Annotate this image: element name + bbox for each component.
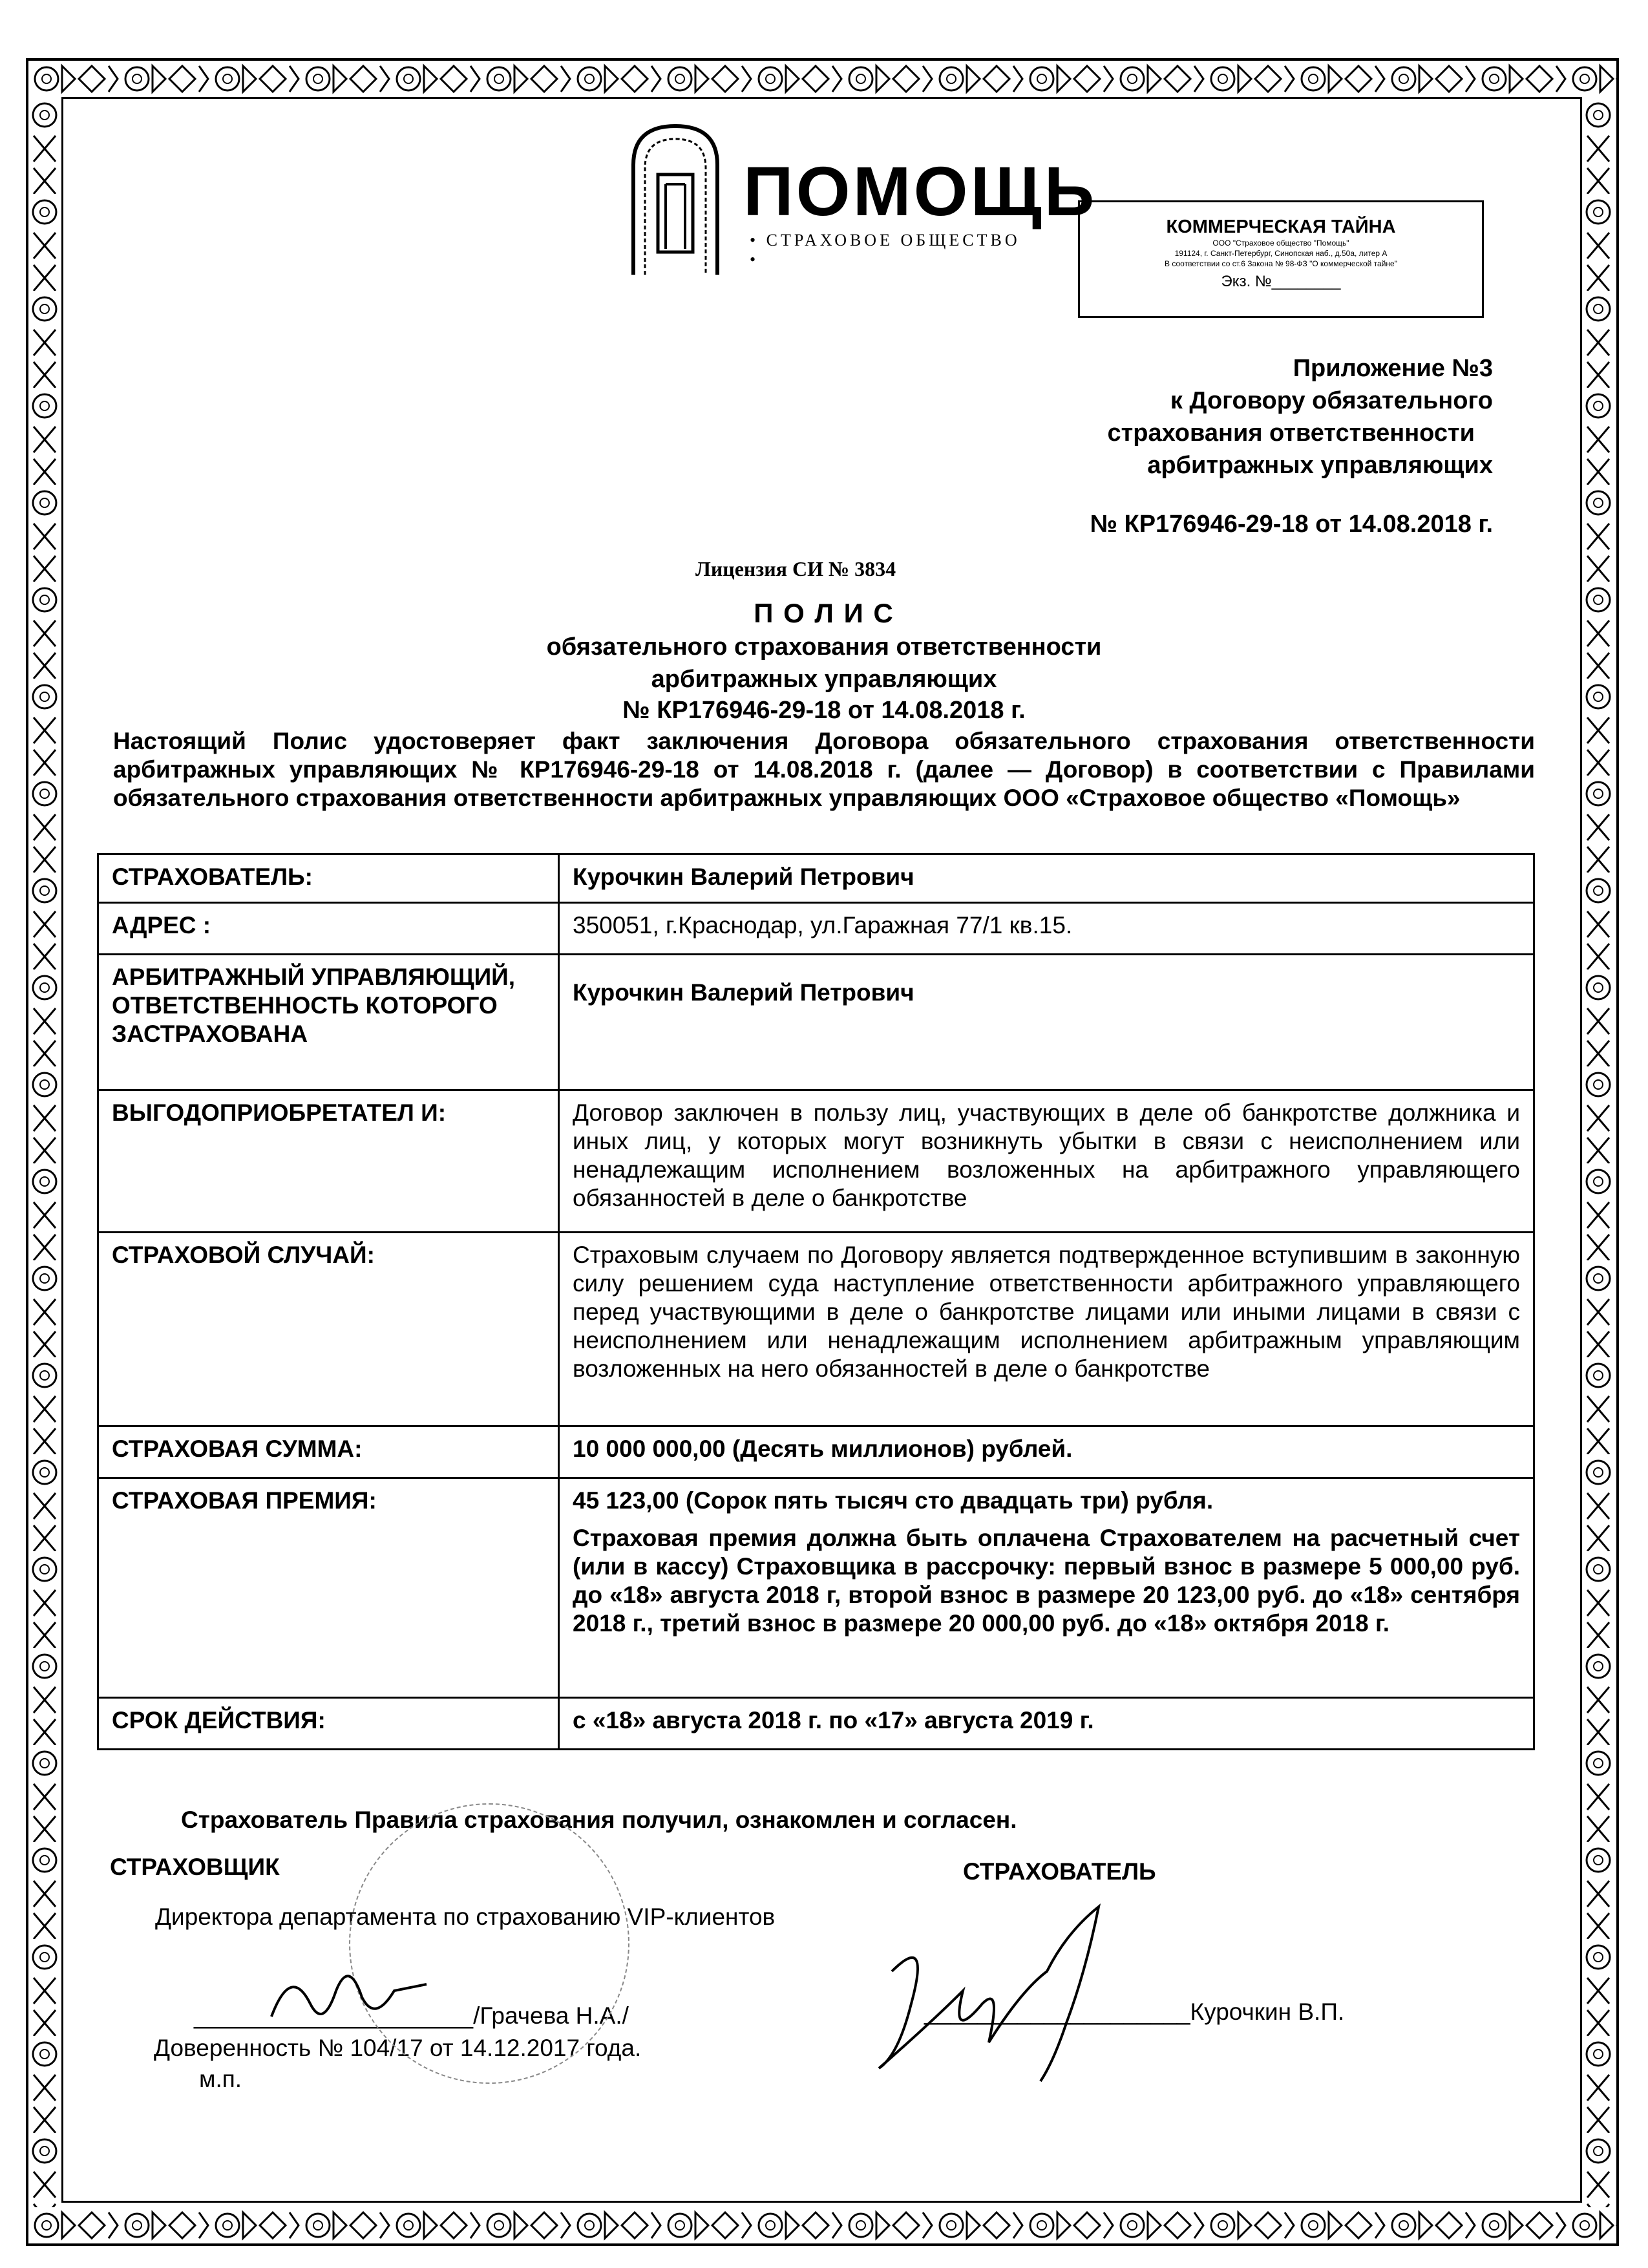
- table-row-address: [98, 903, 1534, 955]
- policy-number: № КР176946-29-18 от 14.08.2018 г.: [622, 697, 1026, 724]
- event-label: СТРАХОВОЙ СЛУЧАЙ:: [98, 1233, 559, 1426]
- sum-value: 10 000 000,00 (Десять миллионов) рублей.: [559, 1426, 1534, 1478]
- ornament-left: [28, 97, 61, 2207]
- annex-line-2: к Договору обязательного: [1170, 387, 1493, 414]
- secret-line-3: В соответствии со ст.6 Закона № 98-ФЗ "О коммерческой тайне": [1165, 259, 1397, 268]
- policyholder-title: СТРАХОВАТЕЛЬ: [963, 1858, 1156, 1885]
- commercial-secret-stamp: [1078, 200, 1484, 318]
- intro-paragraph: Настоящий Полис удостоверяет факт заключения Договора обязательного страхования ответственности арбитражных управляющих № КР176946-29-18 от 14.08.2018 г. (далее — Договор) в соответствии с Правилами обязательного страхования ответственности арбитражных управляющих ООО «Страховое общество «Помощь»: [113, 728, 1535, 811]
- secret-title: КОММЕРЧЕСКАЯ ТАЙНА: [1166, 217, 1396, 237]
- premium-value: 45 123,00 (Сорок пять тысяч сто двадцать три) рубля.: [573, 1487, 1214, 1514]
- policyholder-signature-line: ____________________Курочкин В.П.: [924, 1998, 1345, 2025]
- company-logo: [620, 120, 1097, 281]
- annex-block: [1108, 352, 1493, 482]
- premium-cell: [559, 1478, 1534, 1698]
- annex-number: № КР176946-29-18 от 14.08.2018 г.: [1090, 511, 1493, 538]
- policy-title: П О Л И С: [754, 598, 894, 628]
- event-value: Страховым случаем по Договору является подтвержденное вступившим в законную силу решением суда наступление ответственности арбитражного управляющего перед участвующими в деле о банкротстве лицами или иными лицами в связи с неисполнением или ненадлежащим исполнением арбитражным управляющим возложенных на него обязанностей в деле о банкротстве: [559, 1233, 1534, 1426]
- table-row-term: [98, 1698, 1534, 1750]
- ornament-right: [1582, 97, 1616, 2207]
- ornament-top: [28, 61, 1616, 97]
- annex-line-4: арбитражных управляющих: [1147, 452, 1493, 479]
- beneficiary-label: ВЫГОДОПРИОБРЕТАТЕЛ И:: [98, 1090, 559, 1233]
- policyholder-signature: [853, 1894, 1125, 2101]
- premium-terms: Страховая премия должна быть оплачена Страхователем на расчетный счет (или в кассу) Страховщика в рассрочку: первый взнос в размере 5 000,00 руб. до «18» августа 2018 г, второй взнос в размере 20 123,00 руб. до «18» сентября 2018 г., третий взнос в размере 20 000,00 руб. до «18» октября 2018 г.: [573, 1525, 1520, 1637]
- secret-copy-number: Экз. №________: [1221, 273, 1341, 290]
- secret-line-1: ООО "Страховое общество "Помощь": [1212, 238, 1349, 248]
- term-label: СРОК ДЕЙСТВИЯ:: [98, 1698, 559, 1750]
- manager-label: АРБИТРАЖНЫЙ УПРАВЛЯЮЩИЙ, ОТВЕТСТВЕННОСТЬ КОТОРОГО ЗАСТРАХОВАНА: [98, 955, 559, 1090]
- insurer-label: СТРАХОВАТЕЛЬ:: [98, 854, 559, 903]
- table-row-manager: [98, 955, 1534, 1090]
- table-row-insurer: [98, 854, 1534, 903]
- policy-subtitle-1: обязательного страхования ответственности: [546, 633, 1102, 661]
- policy-subtitle-2: арбитражных управляющих: [651, 666, 997, 693]
- address-label: АДРЕС :: [98, 903, 559, 955]
- ornament-bottom: [28, 2207, 1616, 2243]
- insurer-signature: [265, 1952, 433, 2030]
- term-value: с «18» августа 2018 г. по «17» августа 2019 г.: [559, 1698, 1534, 1750]
- logo-emblem-icon: [620, 120, 730, 281]
- insurer-position: Директора департамента по страхованию VIP-клиентов: [155, 1903, 776, 1930]
- manager-value: Курочкин Валерий Петрович: [559, 955, 1534, 1090]
- address-value: 350051, г.Краснодар, ул.Гаражная 77/1 кв.15.: [559, 903, 1534, 955]
- secret-line-2: 191124, г. Санкт-Петербург, Синопская наб., д.50а, литер А: [1174, 249, 1388, 258]
- beneficiary-value: Договор заключен в пользу лиц, участвующих в деле об банкротстве должника и иных лиц, у которых могут возникнуть убытки в связи с неисполнением или ненадлежащим исполнением возложенных на арбитражного управляющего обязанностей в деле о банкротстве: [559, 1090, 1534, 1233]
- table-row-premium: [98, 1478, 1534, 1698]
- policy-table: [97, 853, 1535, 1750]
- insurer-signature-line: _____________________/Грачева Н.А./: [194, 2002, 629, 2029]
- company-seal: [349, 1803, 629, 2084]
- sum-label: СТРАХОВАЯ СУММА:: [98, 1426, 559, 1478]
- annex-line-3: страхования ответственности: [1107, 419, 1475, 447]
- acknowledgement-text: Страхователь Правила страхования получил, ознакомлен и согласен.: [181, 1807, 1017, 1833]
- logo-subtitle: • СТРАХОВОЕ ОБЩЕСТВО •: [750, 231, 1020, 269]
- insurer-value: Курочкин Валерий Петрович: [559, 854, 1534, 903]
- license-number: Лицензия СИ № 3834: [695, 557, 896, 580]
- table-row-event: [98, 1233, 1534, 1426]
- insurer-stamp-place: м.п.: [199, 2066, 242, 2092]
- table-row-beneficiary: [98, 1090, 1534, 1233]
- annex-line-1: Приложение №3: [1293, 355, 1493, 382]
- table-row-sum: [98, 1426, 1534, 1478]
- insurer-power-of-attorney: Доверенность № 104/17 от 14.12.2017 года.: [154, 2035, 642, 2061]
- insurer-title: СТРАХОВЩИК: [110, 1854, 280, 1880]
- premium-label: СТРАХОВАЯ ПРЕМИЯ:: [98, 1478, 559, 1698]
- logo-text: ПОМОЩЬ: [743, 152, 1097, 230]
